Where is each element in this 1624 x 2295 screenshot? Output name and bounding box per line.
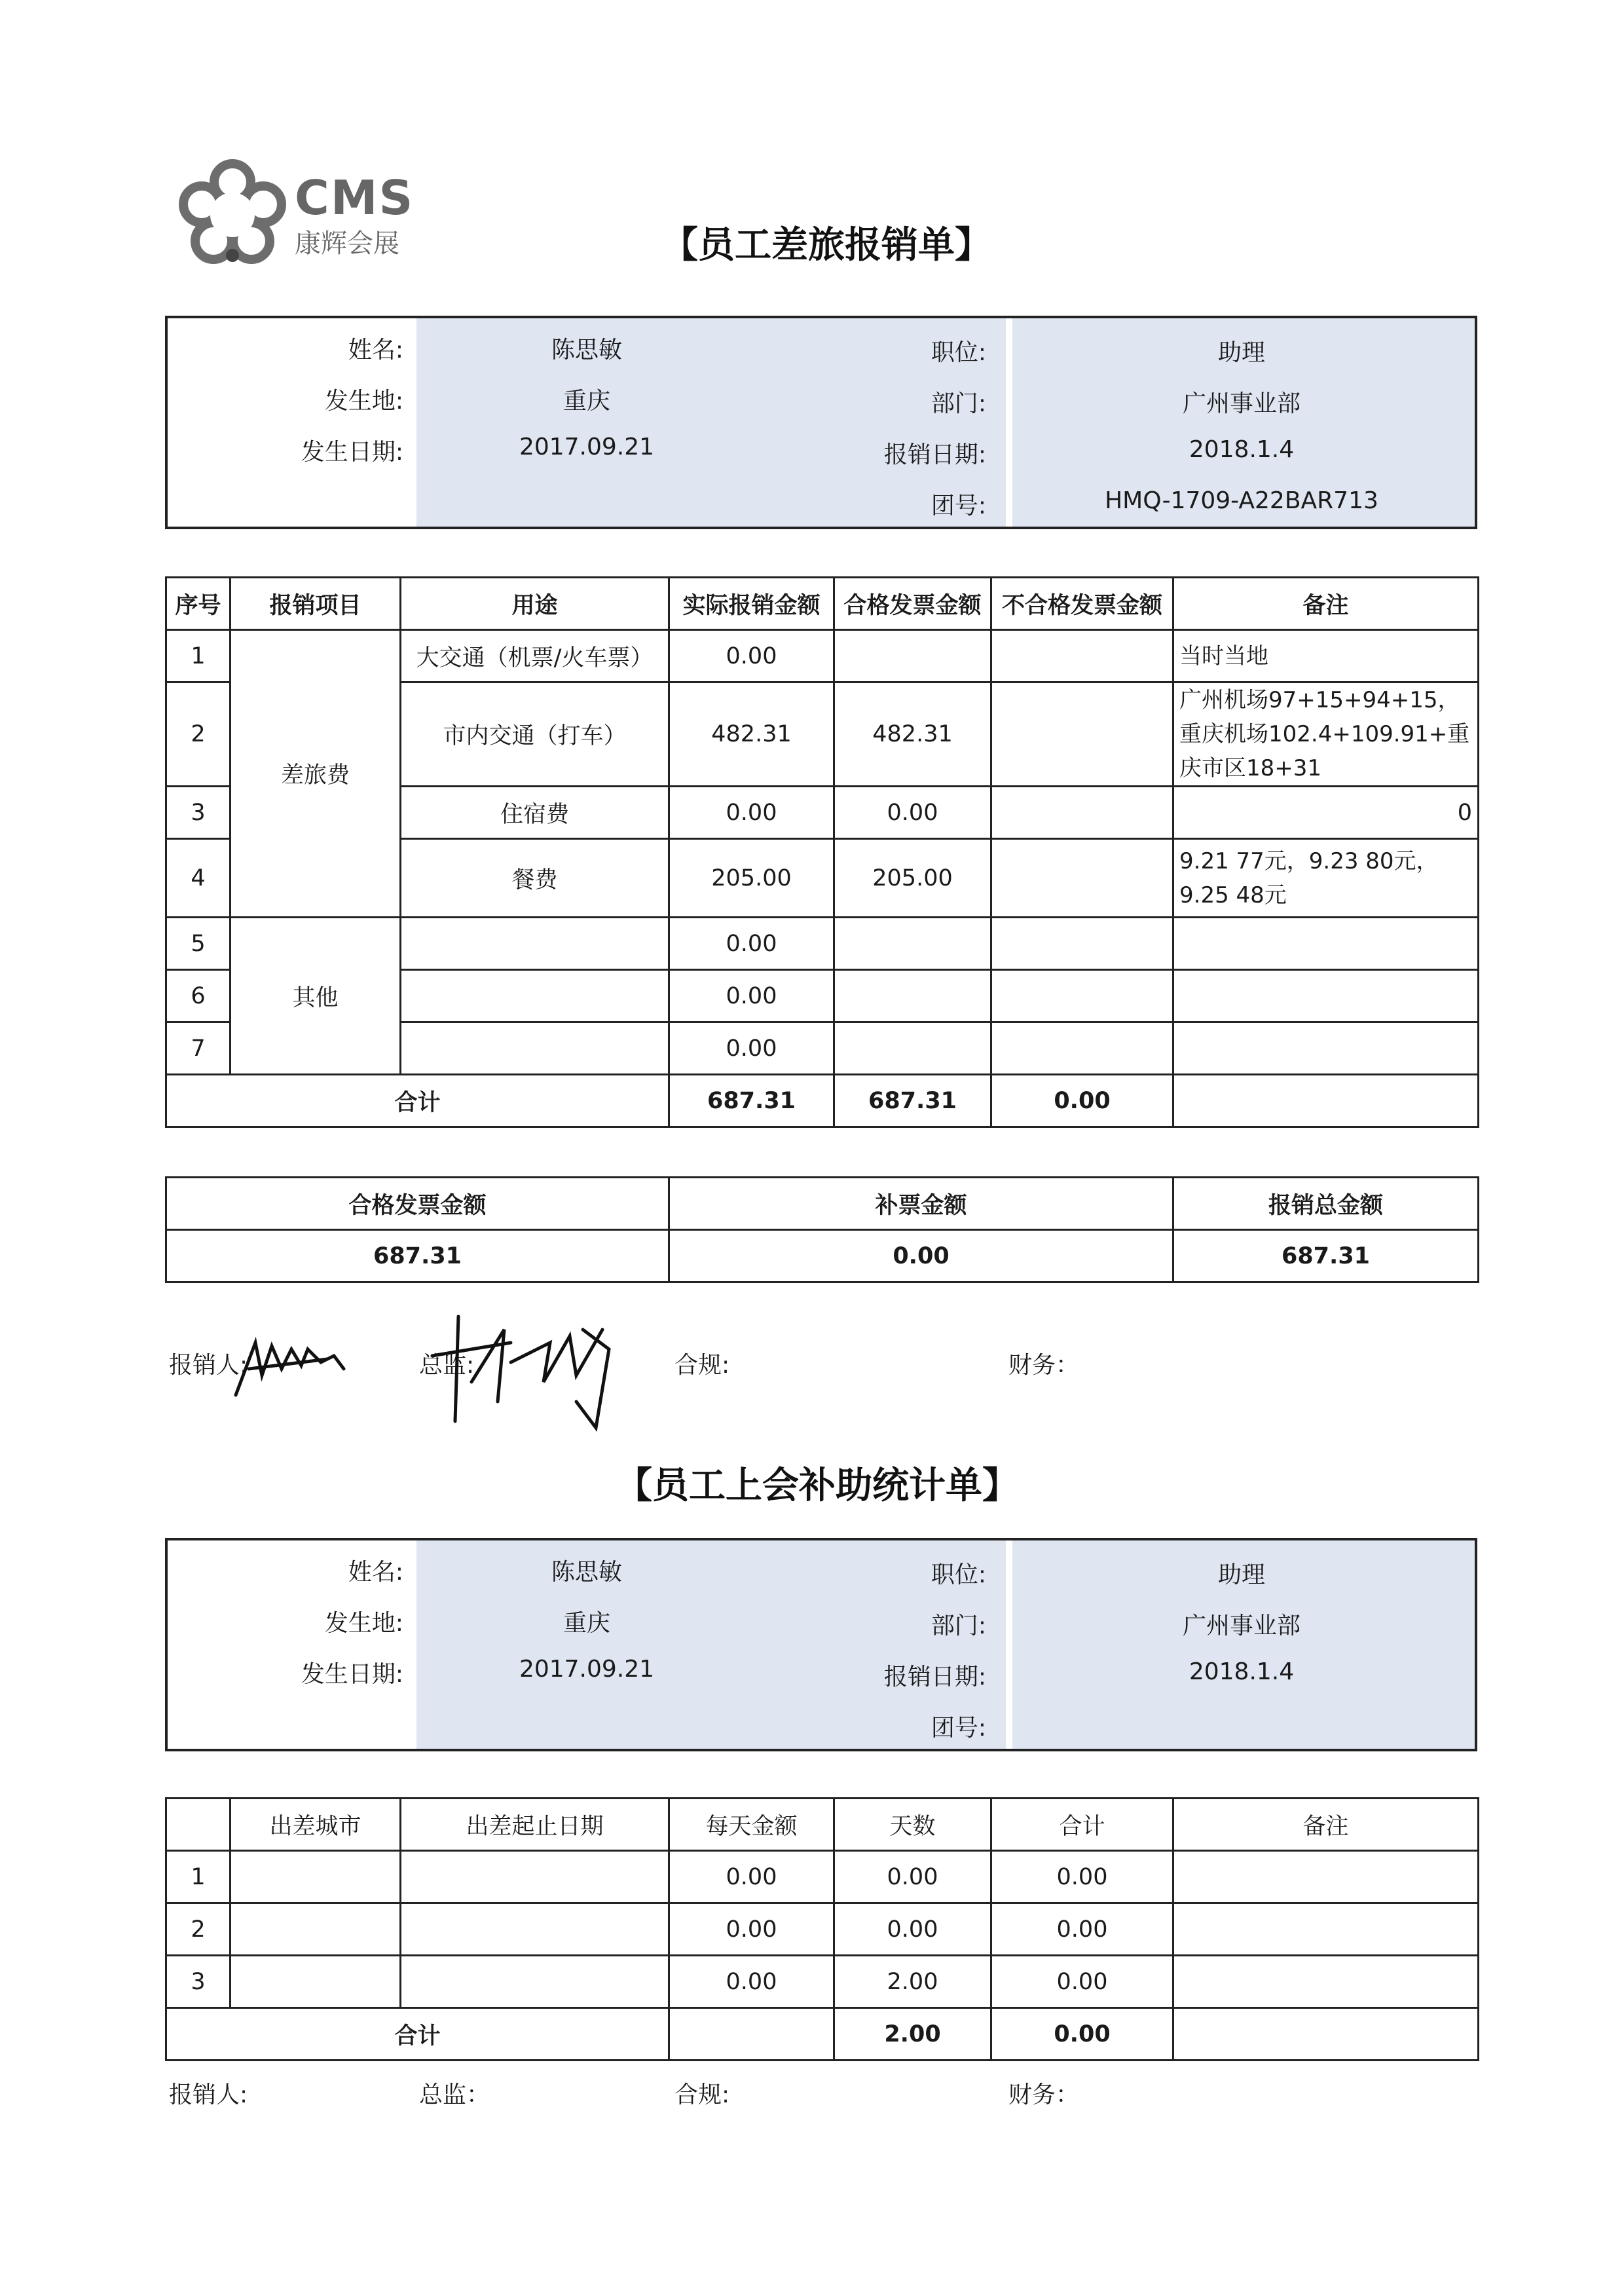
row-note xyxy=(1173,918,1479,970)
summary-supplement: 0.00 xyxy=(669,1230,1173,1282)
allowance-header-row xyxy=(166,1799,1479,1851)
row-note: 当时当地 xyxy=(1173,630,1479,682)
row-invalid xyxy=(991,682,1173,787)
row-no: 6 xyxy=(166,970,231,1022)
row-note xyxy=(1173,1903,1479,1956)
row-use: 大交通（机票/火车票） xyxy=(401,630,669,682)
total-invalid: 0.00 xyxy=(991,1075,1173,1127)
row-no: 3 xyxy=(166,1956,231,2008)
date-label: 发生日期: xyxy=(301,1661,403,1688)
row-sum: 0.00 xyxy=(991,1851,1173,1903)
total-row xyxy=(166,2008,1479,2061)
report-date-value: 2018.1.4 xyxy=(1189,436,1295,463)
row-note xyxy=(1173,1851,1479,1903)
report-date-value: 2018.1.4 xyxy=(1189,1658,1295,1685)
row-use xyxy=(401,918,669,970)
row-dates xyxy=(401,1851,669,1903)
row-actual: 0.00 xyxy=(669,630,834,682)
row-invalid xyxy=(991,1022,1173,1075)
row-no: 1 xyxy=(166,1851,231,1903)
place-value: 重庆 xyxy=(563,388,610,415)
claimant-label-2: 报销人: xyxy=(169,2081,248,2108)
dept-value: 广州事业部 xyxy=(1182,1613,1301,1639)
place-value: 重庆 xyxy=(563,1610,610,1637)
dept-label: 部门: xyxy=(931,1613,986,1639)
row-valid: 205.00 xyxy=(834,839,991,918)
row-days: 0.00 xyxy=(834,1851,991,1903)
row-city xyxy=(231,1956,401,2008)
header-city: 出差城市 xyxy=(231,1799,401,1851)
group-label: 团号: xyxy=(931,493,986,519)
claimant-label: 报销人: xyxy=(169,1352,248,1379)
dept-label: 部门: xyxy=(931,390,986,417)
group-value: HMQ-1709-A22BAR713 xyxy=(1105,487,1378,514)
director-label-2: 总监： xyxy=(419,2081,490,2108)
total-label: 合计 xyxy=(166,1075,669,1127)
position-label: 职位: xyxy=(931,1561,986,1588)
row-dates xyxy=(401,1903,669,1956)
director-label: 总监: xyxy=(419,1352,475,1379)
row-actual: 0.00 xyxy=(669,787,834,839)
row-no: 7 xyxy=(166,1022,231,1075)
header-days: 天数 xyxy=(834,1799,991,1851)
name-value: 陈思敏 xyxy=(551,1559,622,1586)
position-value: 助理 xyxy=(1217,1561,1265,1588)
row-invalid xyxy=(991,630,1173,682)
row-actual: 0.00 xyxy=(669,918,834,970)
dept-value: 广州事业部 xyxy=(1182,390,1301,417)
summary-table xyxy=(165,1176,1479,1283)
row-sum: 0.00 xyxy=(991,1903,1173,1956)
header-note: 备注 xyxy=(1173,578,1479,630)
date-value: 2017.09.21 xyxy=(519,1656,655,1683)
group-label: 团号: xyxy=(931,1715,986,1742)
row-note: 9.21 77元，9.23 80元，9.25 48元 xyxy=(1173,839,1479,918)
finance-label: 财务： xyxy=(1008,1352,1080,1379)
row-valid xyxy=(834,1022,991,1075)
form1-title: 【员工差旅报销单】 xyxy=(661,223,991,267)
report-date-label: 报销日期: xyxy=(883,441,986,468)
row-no: 5 xyxy=(166,918,231,970)
header-actual: 实际报销金额 xyxy=(669,578,834,630)
report-date-label: 报销日期: xyxy=(883,1664,986,1690)
row-invalid xyxy=(991,787,1173,839)
row-actual: 0.00 xyxy=(669,1022,834,1075)
row-invalid xyxy=(991,970,1173,1022)
row-use xyxy=(401,970,669,1022)
form1-info-box xyxy=(165,316,1477,529)
table-row xyxy=(166,1956,1479,2008)
row-city xyxy=(231,1851,401,1903)
place-label: 发生地: xyxy=(324,1610,403,1637)
table-row xyxy=(166,1851,1479,1903)
row-valid xyxy=(834,970,991,1022)
position-value: 助理 xyxy=(1217,339,1265,366)
row-note xyxy=(1173,1022,1479,1075)
form2-title: 【员工上会补助统计单】 xyxy=(616,1464,1019,1507)
row-use: 市内交通（打车） xyxy=(401,682,669,787)
claimant-signature-icon xyxy=(229,1330,360,1402)
row-actual: 482.31 xyxy=(669,682,834,787)
finance-label-2: 财务： xyxy=(1008,2081,1080,2108)
category-other: 其他 xyxy=(231,918,401,1075)
compliance-label: 合规: xyxy=(674,1352,730,1379)
row-dates xyxy=(401,1956,669,2008)
compliance-label-2: 合规: xyxy=(674,2081,730,2108)
name-value: 陈思敏 xyxy=(551,337,622,364)
date-label: 发生日期: xyxy=(301,439,403,466)
row-daily: 0.00 xyxy=(669,1851,834,1903)
header-no: 序号 xyxy=(166,578,231,630)
row-valid xyxy=(834,630,991,682)
header-no xyxy=(166,1799,231,1851)
name-label: 姓名: xyxy=(348,1559,403,1586)
row-valid: 482.31 xyxy=(834,682,991,787)
logo-brand: CMS xyxy=(295,170,415,225)
category-travel: 差旅费 xyxy=(231,630,401,918)
row-daily: 0.00 xyxy=(669,1903,834,1956)
row-valid xyxy=(834,918,991,970)
row-no: 2 xyxy=(166,1903,231,1956)
header-item: 报销项目 xyxy=(231,578,401,630)
row-city xyxy=(231,1903,401,1956)
place-label: 发生地: xyxy=(324,388,403,415)
total-actual: 687.31 xyxy=(669,1075,834,1127)
row-actual: 0.00 xyxy=(669,970,834,1022)
allowance-table xyxy=(165,1797,1479,2061)
row-invalid xyxy=(991,918,1173,970)
row-use: 住宿费 xyxy=(401,787,669,839)
position-label: 职位: xyxy=(931,339,986,366)
summary-header-supplement: 补票金额 xyxy=(669,1178,1173,1230)
row-no: 1 xyxy=(166,630,231,682)
date-value: 2017.09.21 xyxy=(519,434,655,460)
summary-total: 687.31 xyxy=(1173,1230,1479,1282)
row-days: 2.00 xyxy=(834,1956,991,2008)
row-use: 餐费 xyxy=(401,839,669,918)
row-actual: 205.00 xyxy=(669,839,834,918)
table-row xyxy=(166,630,1479,682)
total-days: 2.00 xyxy=(834,2008,991,2061)
table-row xyxy=(166,1903,1479,1956)
expense-table xyxy=(165,576,1479,1128)
row-no: 3 xyxy=(166,787,231,839)
row-note xyxy=(1173,1956,1479,2008)
name-label: 姓名: xyxy=(348,337,403,364)
row-days: 0.00 xyxy=(834,1903,991,1956)
table-row xyxy=(166,918,1479,970)
header-dates: 出差起止日期 xyxy=(401,1799,669,1851)
expense-header-row xyxy=(166,578,1479,630)
total-label: 合计 xyxy=(166,2008,669,2061)
company-logo xyxy=(177,157,419,275)
header-use: 用途 xyxy=(401,578,669,630)
row-no: 2 xyxy=(166,682,231,787)
row-note: 广州机场97+15+94+15，重庆机场102.4+109.91+重庆市区18+31 xyxy=(1173,682,1479,787)
form2-info-box xyxy=(165,1538,1477,1751)
header-sum: 合计 xyxy=(991,1799,1173,1851)
plum-flower-logo-icon xyxy=(177,157,288,269)
total-row xyxy=(166,1075,1479,1127)
header-valid: 合格发票金额 xyxy=(834,578,991,630)
row-daily: 0.00 xyxy=(669,1956,834,2008)
total-valid: 687.31 xyxy=(834,1075,991,1127)
row-sum: 0.00 xyxy=(991,1956,1173,2008)
row-use xyxy=(401,1022,669,1075)
summary-header-total: 报销总金额 xyxy=(1173,1178,1479,1230)
row-note: 0 xyxy=(1173,787,1479,839)
row-no: 4 xyxy=(166,839,231,918)
total-sum: 0.00 xyxy=(991,2008,1173,2061)
director-signature-icon xyxy=(419,1303,629,1434)
row-note xyxy=(1173,970,1479,1022)
logo-name: 康辉会展 xyxy=(295,229,399,259)
row-invalid xyxy=(991,839,1173,918)
summary-valid: 687.31 xyxy=(166,1230,669,1282)
header-daily: 每天金额 xyxy=(669,1799,834,1851)
header-invalid: 不合格发票金额 xyxy=(991,578,1173,630)
header-note: 备注 xyxy=(1173,1799,1479,1851)
row-valid: 0.00 xyxy=(834,787,991,839)
summary-header-valid: 合格发票金额 xyxy=(166,1178,669,1230)
